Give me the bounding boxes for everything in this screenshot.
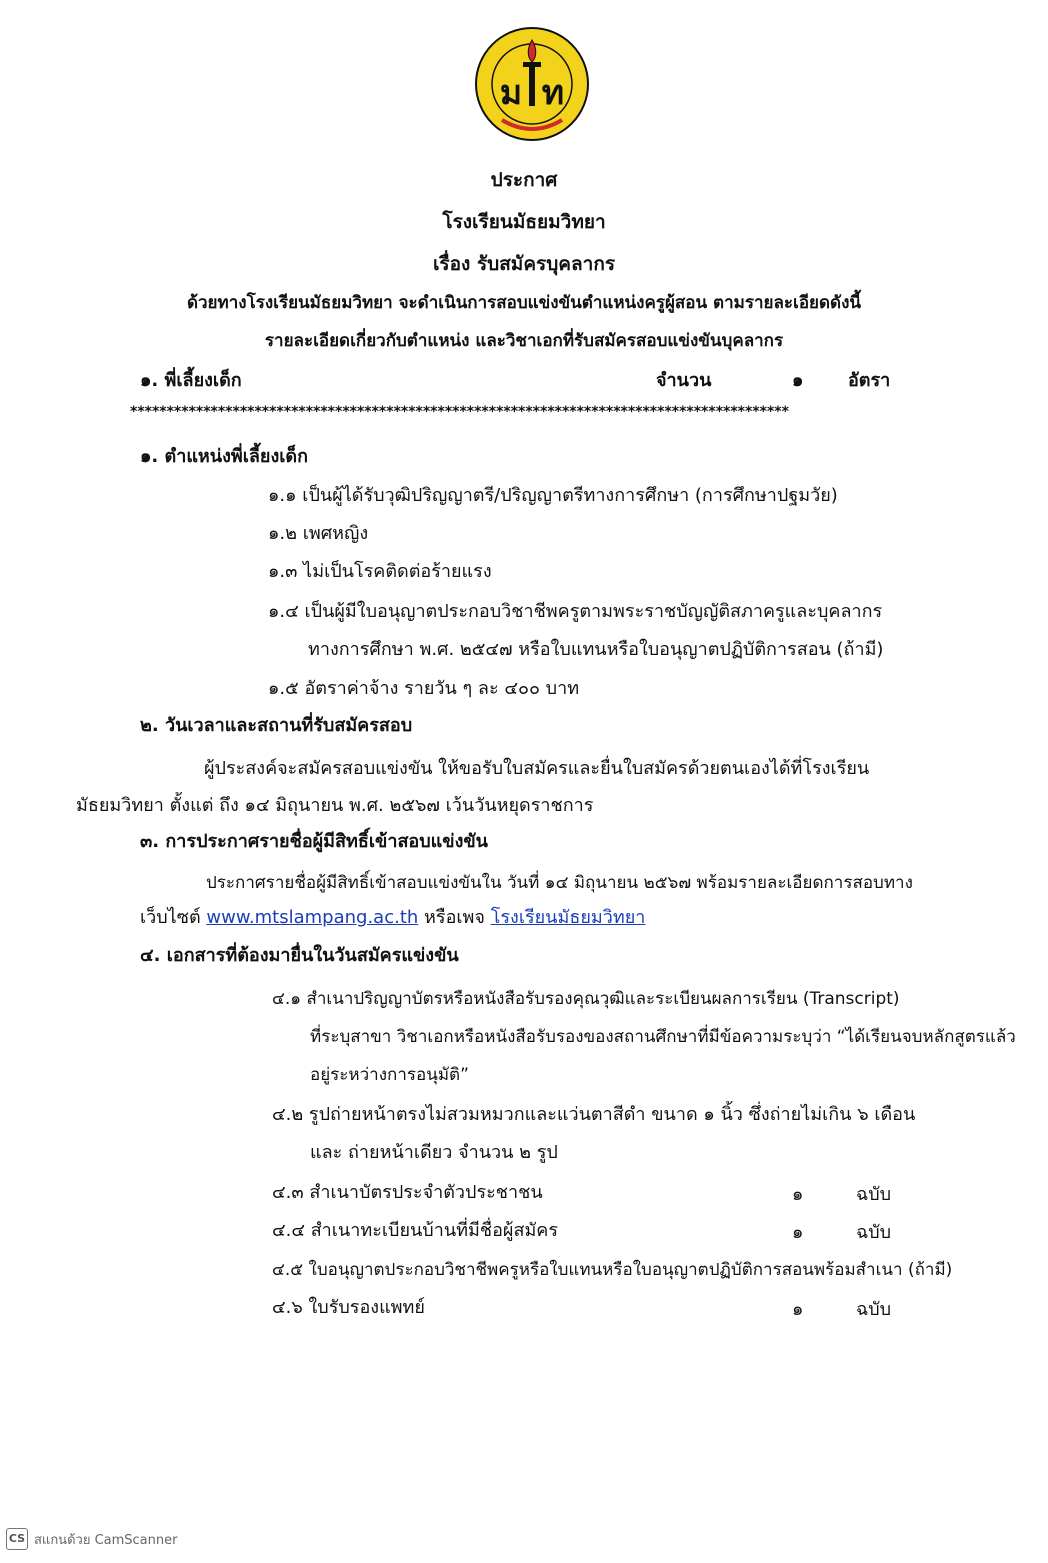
section1-item: ๑.๕ อัตราค่าจ้าง รายวัน ๆ ละ ๔๐๐ บาท <box>268 678 580 699</box>
section3-line2 <box>140 905 645 931</box>
section4-item3-label: ๔.๓ สำเนาบัตรประจำตัวประชาชน <box>272 1182 543 1203</box>
section4-heading: ๔. เอกสารที่ต้องมายื่นในวันสมัครแข่งขัน <box>140 945 459 966</box>
section4-item6-count: ๑ <box>792 1299 804 1320</box>
section1-item: ๑.๔ เป็นผู้มีใบอนุญาตประกอบวิชาชีพครูตามพระราชบัญญัติสภาครูและบุคลากร <box>268 601 883 622</box>
section4-item4-count: ๑ <box>792 1222 804 1243</box>
school-logo <box>474 26 590 142</box>
title-school: โรงเรียนมัธยมวิทยา <box>442 211 606 233</box>
section4-item3-unit: ฉบับ <box>856 1184 892 1205</box>
scanner-watermark <box>6 1528 177 1550</box>
facebook-page-link[interactable]: โรงเรียนมัธยมวิทยา <box>490 907 646 928</box>
section3-line1: ประกาศรายชื่อผู้มีสิทธิ์เข้าสอบแข่งขันใน วันที่ ๑๔ มิถุนายน ๒๕๖๗ พร้อมรายละเอียดการสอบทาง <box>206 873 913 893</box>
section4-item4-unit: ฉบับ <box>856 1222 892 1243</box>
section4-item2-line2: และ ถ่ายหน้าเดียว จำนวน ๒ รูป <box>310 1142 558 1163</box>
section1-item: ๑.๑ เป็นผู้ได้รับวุฒิปริญญาตรี/ปริญญาตรีทางการศึกษา (การศึกษาปฐมวัย) <box>268 485 838 506</box>
section4-item1-line1: ๔.๑ สำเนาปริญญาบัตรหรือหนังสือรับรองคุณวุฒิและระเบียนผลการเรียน (Transcript) <box>272 989 900 1009</box>
amount-unit: อัตรา <box>848 370 891 391</box>
section1-item-continued: ทางการศึกษา พ.ศ. ๒๕๔๗ หรือใบแทนหรือใบอนุญาตปฏิบัติการสอน (ถ้ามี) <box>308 639 884 660</box>
section4-item2-line1: ๔.๒ รูปถ่ายหน้าตรงไม่สวมหมวกและแว่นตาสีดำ ขนาด ๑ นิ้ว ซึ่งถ่ายไม่เกิน ๖ เดือน <box>272 1104 916 1125</box>
section2-line1: ผู้ประสงค์จะสมัครสอบแข่งขัน ให้ขอรับใบสมัครและยื่นใบสมัครด้วยตนเองได้ที่โรงเรียน <box>204 758 870 779</box>
section4-item1-line2: ที่ระบุสาขา วิชาเอกหรือหนังสือรับรองของสถานศึกษาที่มีข้อความระบุว่า “ได้เรียนจบหลักสูตรแล้ว <box>310 1027 1016 1047</box>
watermark-text: สแกนด้วย CamScanner <box>34 1532 178 1548</box>
section1-heading: ๑. ตำแหน่งพี่เลี้ยงเด็ก <box>140 446 309 467</box>
section4-item6-unit: ฉบับ <box>856 1299 892 1320</box>
section2-heading: ๒. วันเวลาและสถานที่รับสมัครสอบ <box>140 715 413 736</box>
section4-item5: ๔.๕ ใบอนุญาตประกอบวิชาชีพครูหรือใบแทนหรือใบอนุญาตปฏิบัติการสอนพร้อมสำเนา (ถ้ามี) <box>272 1260 953 1280</box>
title-announcement: ประกาศ <box>490 169 558 191</box>
page-prefix: หรือเพจ <box>424 907 485 928</box>
section4-item4-label: ๔.๔ สำเนาทะเบียนบ้านที่มีชื่อผู้สมัคร <box>272 1220 559 1241</box>
section1-item: ๑.๒ เพศหญิง <box>268 523 369 544</box>
svg-text:ท: ท <box>541 73 565 113</box>
section3-heading: ๓. การประกาศรายชื่อผู้มีสิทธิ์เข้าสอบแข่งขัน <box>140 831 488 852</box>
section4-item6-label: ๔.๖ ใบรับรองแพทย์ <box>272 1297 425 1318</box>
website-prefix: เว็บไซต์ <box>140 907 201 928</box>
intro-text: ด้วยทางโรงเรียนมัธยมวิทยา จะดำเนินการสอบแข่งขันตำแหน่งครูผู้สอน ตามรายละเอียดดังนี้ <box>186 293 862 313</box>
section4-item3-count: ๑ <box>792 1184 804 1205</box>
position-name: ๑. พี่เลี้ยงเด็ก <box>140 370 242 391</box>
website-link[interactable]: www.mtslampang.ac.th <box>206 907 419 928</box>
title-subject: เรื่อง รับสมัครบุคลากร <box>432 253 616 275</box>
star-divider: ****************************************************************************************** <box>130 404 789 420</box>
amount-label: จำนวน <box>656 370 712 391</box>
svg-text:ม: ม <box>499 73 523 113</box>
camscanner-icon: CS <box>6 1528 28 1550</box>
section1-item: ๑.๓ ไม่เป็นโรคติดต่อร้ายแรง <box>268 561 492 582</box>
section4-item1-line3: อยู่ระหว่างการอนุมัติ” <box>310 1065 469 1085</box>
details-subtitle: รายละเอียดเกี่ยวกับตำแหน่ง และวิชาเอกที่รับสมัครสอบแข่งขันบุคลากร <box>264 331 784 351</box>
school-seal-icon <box>474 26 590 142</box>
section2-line2: มัธยมวิทยา ตั้งแต่ ถึง ๑๔ มิถุนายน พ.ศ. ๒๕๖๗ เว้นวันหยุดราชการ <box>76 795 594 816</box>
amount-value: ๑ <box>792 370 804 391</box>
